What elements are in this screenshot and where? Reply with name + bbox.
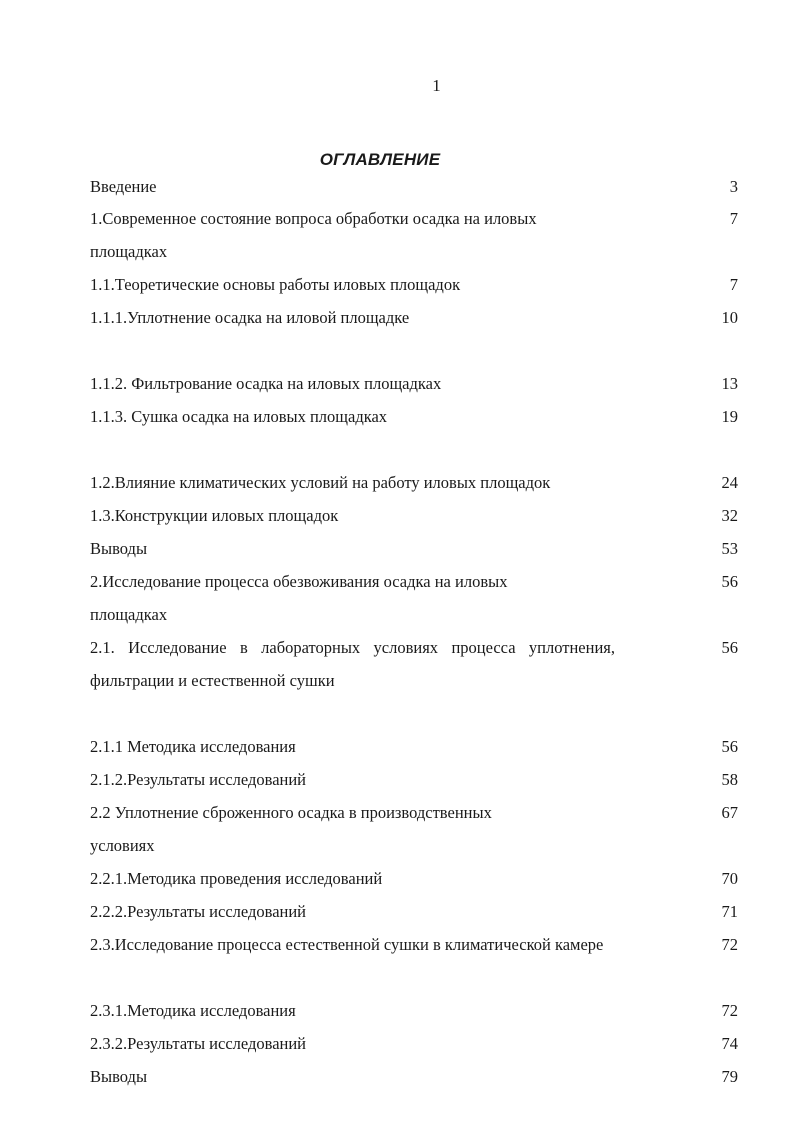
- toc-entry: [90, 895, 738, 928]
- toc-entry-text: 1.1.2. Фильтрование осадка на иловых площадках: [90, 374, 442, 393]
- toc-entry: [90, 367, 738, 400]
- toc-entry: [90, 301, 738, 334]
- toc-entry-text: Выводы: [90, 539, 148, 558]
- toc-entry-page: 58: [721, 770, 738, 789]
- toc-entry-text: 1.1.3. Сушка осадка на иловых площадках: [90, 407, 388, 426]
- toc-entry-text: 1.Современное состояние вопроса обработки осадка на иловых площадках: [90, 209, 537, 261]
- toc-entry-page: 53: [721, 539, 738, 558]
- toc-entry-page: 32: [721, 506, 738, 525]
- toc-entry: [90, 763, 738, 796]
- toc-entry: [90, 730, 738, 763]
- toc-entry-page: 24: [721, 473, 738, 492]
- toc-entry: [90, 268, 738, 301]
- toc-title: ОГЛАВЛЕНИЕ: [319, 150, 441, 169]
- toc-entry: [90, 466, 738, 499]
- toc-entry-page: 72: [721, 1001, 738, 1020]
- toc-entry-text: 2.2 Уплотнение сброженного осадка в производственных условиях: [90, 803, 492, 855]
- toc-entry-page: 56: [721, 638, 738, 657]
- toc-entry-page: 7: [729, 275, 738, 294]
- toc-entry-text: 2.1.1 Методика исследования: [90, 737, 296, 756]
- toc-entry: [90, 400, 738, 433]
- toc-entry-page: 7: [729, 209, 738, 228]
- toc-entry: [90, 170, 738, 203]
- toc-entry: [90, 565, 738, 631]
- toc-entry-page: 71: [721, 902, 738, 921]
- toc-entry: [90, 862, 738, 895]
- toc-entry-text: 1.1.Теоретические основы работы иловых площадок: [90, 275, 461, 294]
- toc-entry: [90, 1027, 738, 1060]
- toc-entry-text: 2.2.1.Методика проведения исследований: [90, 869, 383, 888]
- toc-entry-page: 70: [721, 869, 738, 888]
- toc-entry-text: 1.3.Конструкции иловых площадок: [90, 506, 339, 525]
- toc-entry: [90, 994, 738, 1027]
- toc-entry-page: 13: [721, 374, 738, 393]
- toc-entry-text: 2.2.2.Результаты исследований: [90, 902, 307, 921]
- toc-entry-text: 2.1. Исследование в лабораторных условиях процесса уплотнения, фильтрации и естественной сушки: [90, 638, 615, 690]
- toc-entry-text: 2.3.Исследование процесса естественной сушки в климатической камере: [90, 935, 604, 954]
- toc-entry-page: 3: [729, 177, 738, 196]
- toc-entry-page: 79: [721, 1067, 738, 1086]
- page-number: 1: [432, 76, 441, 95]
- toc-entry-text: 2.Исследование процесса обезвоживания осадка на иловых площадках: [90, 572, 508, 624]
- toc-entry-text: 2.3.1.Методика исследования: [90, 1001, 296, 1020]
- toc-entry-text: 2.1.2.Результаты исследований: [90, 770, 307, 789]
- toc-entry-page: 72: [721, 935, 738, 954]
- toc-entry-page: 56: [721, 572, 738, 591]
- toc-entry-page: 19: [721, 407, 738, 426]
- toc-entry-page: 56: [721, 737, 738, 756]
- toc-entry: [90, 631, 738, 697]
- toc-entry-text: Введение: [90, 177, 157, 196]
- toc-entry: [90, 499, 738, 532]
- toc-entry: [90, 202, 738, 268]
- toc-entry-page: 67: [721, 803, 738, 822]
- toc-entry: [90, 1060, 738, 1093]
- toc-entry-text: 1.2.Влияние климатических условий на работу иловых площадок: [90, 473, 551, 492]
- toc-entry: [90, 928, 738, 961]
- toc-entry-text: 2.3.2.Результаты исследований: [90, 1034, 307, 1053]
- toc-entry-text: 1.1.1.Уплотнение осадка на иловой площадке: [90, 308, 410, 327]
- toc-entry-page: 10: [721, 308, 738, 327]
- toc-entry: [90, 532, 738, 565]
- toc-entry: [90, 796, 738, 862]
- toc-entry-page: 74: [721, 1034, 738, 1053]
- toc-entry-text: Выводы: [90, 1067, 148, 1086]
